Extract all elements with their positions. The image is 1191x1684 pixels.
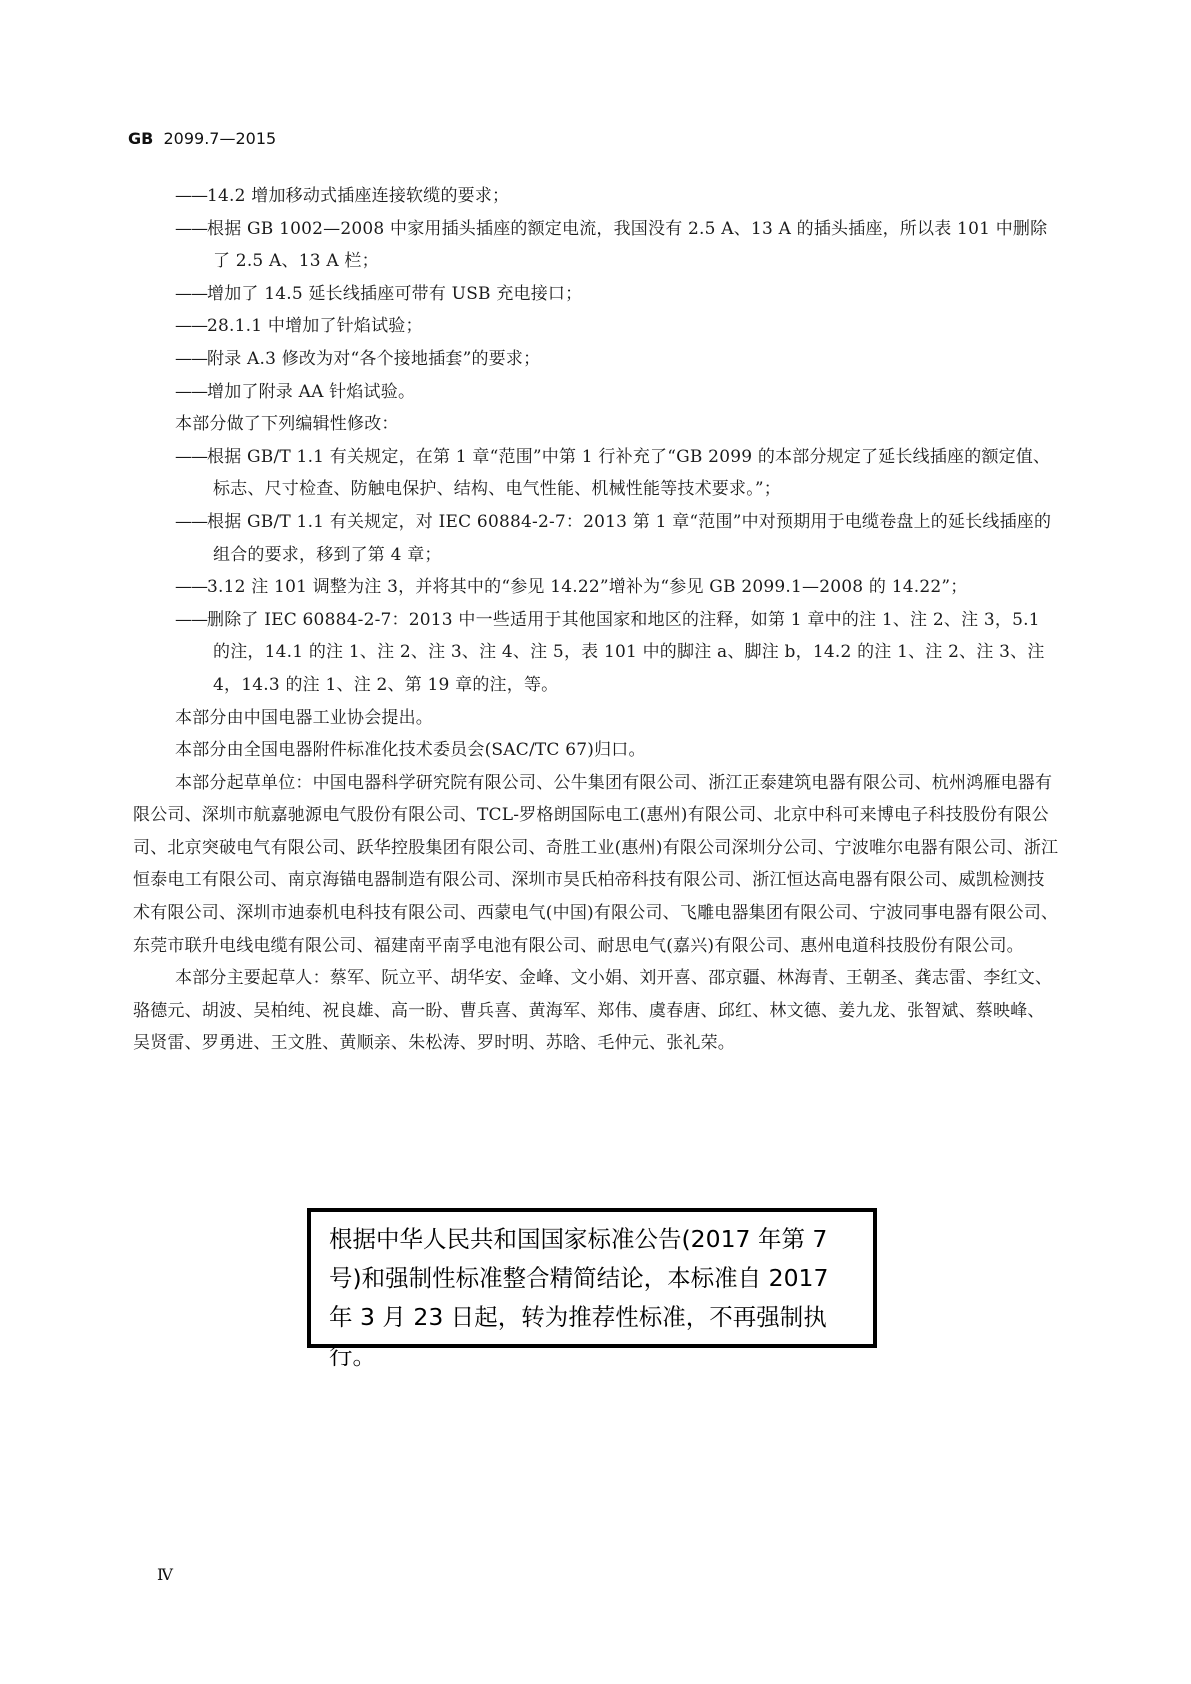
dash-mark: —— [175, 446, 207, 467]
main-drafters: 本部分主要起草人：蔡军、阮立平、胡华安、金峰、文小娟、刘开喜、邵京疆、林海青、王朝圣、龚志雷、李红文、骆德元、胡波、吴柏纯、祝良雄、高一盼、曹兵喜、黄海军、郑伟、虞春唐、邱红、林文德、姜九龙、张智斌、蔡映峰、吴贤雷、罗勇进、王文胜、黄顺亲、朱松涛、罗时明、苏晗、毛仲元、张礼荣。 [133, 968, 1053, 1054]
dash-mark: —— [175, 283, 207, 304]
list-item-text: 增加了 14.5 延长线插座可带有 USB 充电接口； [207, 283, 583, 304]
list-item-text: 根据 GB/T 1.1 有关规定，在第 1 章“范围”中第 1 行补充了“GB 2099 的本部分规定了延长线插座的额定值、标志、尺寸检查、防触电保护、结构、电气性能、机械性能等技术要求。”； [207, 446, 1051, 500]
list-item [175, 278, 1060, 311]
editorial-changes-list [175, 441, 1060, 702]
list-item-text: 3.12 注 101 调整为注 3，并将其中的“参见 14.22”增补为“参见 GB 2099.1—2008 的 14.22”； [207, 577, 968, 598]
list-item-text: 附录 A.3 修改为对“各个接地插套”的要求； [207, 348, 541, 369]
list-item-text: 根据 GB/T 1.1 有关规定，对 IEC 60884-2-7：2013 第 1 章“范围”中对预期用于电缆卷盘上的延长线插座的组合的要求，移到了第 4 章； [207, 511, 1052, 565]
list-item-text: 根据 GB 1002—2008 中家用插头插座的额定电流，我国没有 2.5 A、13 A 的插头插座，所以表 101 中删除了 2.5 A、13 A 栏； [207, 218, 1048, 272]
list-item-text: 28.1.1 中增加了针焰试验； [207, 316, 423, 337]
dash-mark: —— [175, 186, 207, 206]
dash-mark: —— [175, 511, 207, 532]
dash-mark: —— [175, 609, 207, 630]
editorial-intro: 本部分做了下列编辑性修改： [175, 414, 399, 435]
document-body [133, 180, 1060, 1060]
list-item [175, 571, 1060, 604]
list-item [175, 180, 1060, 213]
dash-mark: —— [175, 218, 207, 239]
list-item [175, 441, 1060, 506]
list-item-text: 14.2 增加移动式插座连接软缆的要求； [207, 186, 510, 206]
dash-mark: —— [175, 381, 207, 402]
page-number: Ⅳ [157, 1565, 173, 1584]
dash-mark: —— [175, 348, 207, 369]
centralized-by: 本部分由全国电器附件标准化技术委员会(SAC/TC 67)归口。 [175, 740, 646, 761]
drafting-units: 本部分起草单位：中国电器科学研究院有限公司、公牛集团有限公司、浙江正泰建筑电器有限公司、杭州鸿雁电器有限公司、深圳市航嘉驰源电气股份有限公司、TCL-罗格朗国际电工(惠州)有限公司、北京中科可来博电子科技股份有限公司、北京突破电气有限公司、跃华控股集团有限公司、奇胜工业(惠州)有限公司深圳分公司、宁波唯尔电器有限公司、浙江恒泰电工有限公司、南京海锚电器制造有限公司、深圳市昊氏柏帝科技有限公司、浙江恒达高电器有限公司、威凯检测技术有限公司、深圳市迪泰机电科技有限公司、西蒙电气(中国)有限公司、飞雕电器集团有限公司、宁波同事电器有限公司、东莞市联升电线电缆有限公司、福建南平南孚电池有限公司、耐思电气(嘉兴)有限公司、惠州电道科技股份有限公司。 [133, 772, 1059, 956]
standard-header [128, 129, 276, 148]
list-item [175, 506, 1060, 571]
standard-prefix: GB [128, 129, 154, 148]
list-item [175, 213, 1060, 278]
technical-changes-list [175, 180, 1060, 408]
standard-code: 2099.7—2015 [163, 129, 277, 148]
list-item [175, 310, 1060, 343]
dash-mark: —— [175, 316, 207, 337]
list-item-text: 删除了 IEC 60884-2-7：2013 中一些适用于其他国家和地区的注释，如第 1 章中的注 1、注 2、注 3，5.1 的注，14.1 的注 1、注 2、注 3、注 4、注 5，表 101 中的脚注 a、脚注 b，14.2 的注 1、注 2、注 3、注 4，14.3 的注 1、注 2、第 19 章的注，等。 [207, 609, 1051, 695]
list-item [175, 376, 1060, 409]
proposed-by: 本部分由中国电器工业协会提出。 [175, 707, 433, 728]
list-item-text: 增加了附录 AA 针焰试验。 [207, 381, 416, 402]
list-item [175, 343, 1060, 376]
dash-mark: —— [175, 577, 207, 598]
list-item [175, 604, 1060, 702]
mandatory-status-notice: 根据中华人民共和国国家标准公告(2017 年第 7 号)和强制性标准整合精简结论，本标准自 2017 年 3 月 23 日起，转为推荐性标准，不再强制执行。 [307, 1208, 877, 1348]
